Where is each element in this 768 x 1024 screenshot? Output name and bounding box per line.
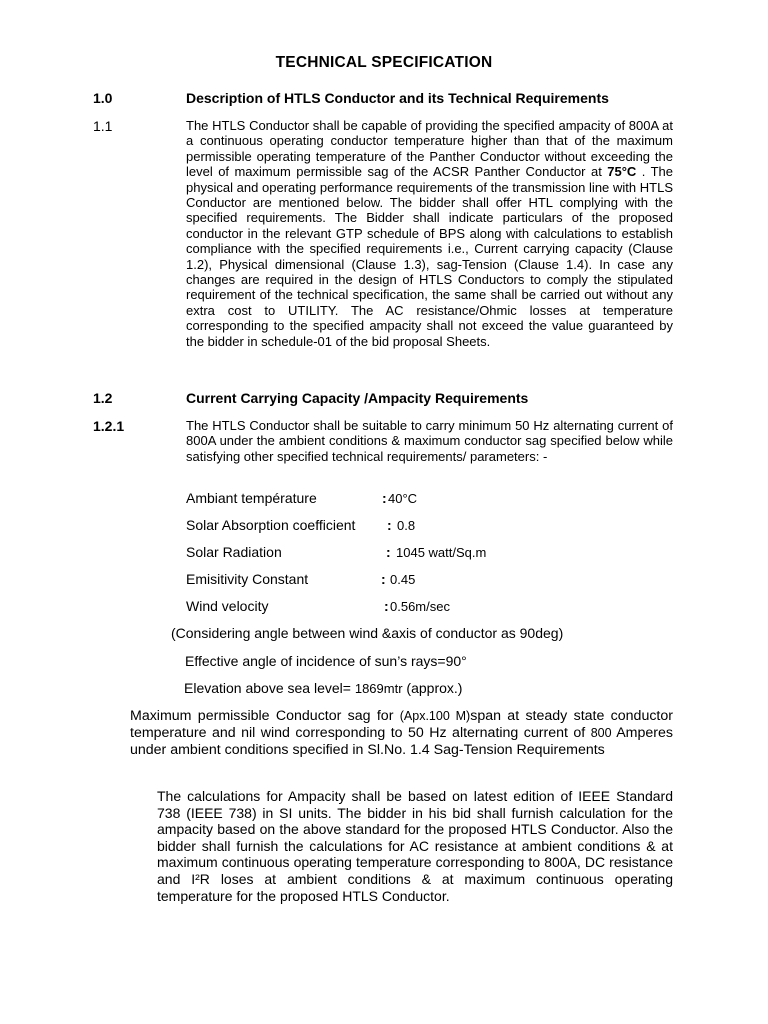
- sag-text-part: Amperes under ambient conditions specified in Sl.No. 1.4 Sag-Tension Requirements: [130, 725, 673, 758]
- elevation-label: Elevation above sea level=: [184, 680, 355, 696]
- calculation-paragraph: The calculations for Ampacity shall be based on latest edition of IEEE Standard 738 (IEEE 738) in SI units. The bidder in his bid shall furnish calculation for the ampacity based on the above standard for the proposed HTLS Conductor. Also the bidder shall furnish the calculations for AC resistance at ambient conditions & at maximum continuous operating temperature corresponding to 800A, DC resistance and I²R loses at ambient conditions & at maximum continuous operating temperature for the proposed HTLS Conductor.: [157, 788, 673, 904]
- parameter-value: 1045 watt/Sq.m: [396, 545, 487, 560]
- parameter-value: 0.56m/sec: [390, 599, 450, 614]
- parameter-label: Solar Absorption coefficient: [186, 517, 356, 533]
- section-paragraph-1-1: [186, 118, 673, 349]
- parameter-label: Wind velocity: [186, 598, 269, 614]
- parameter-value: 0.45: [390, 572, 416, 587]
- parameter-row: [186, 544, 506, 564]
- section-number-1-2: 1.2: [93, 390, 113, 406]
- section-paragraph-1-2-1: The HTLS Conductor shall be suitable to carry minimum 50 Hz alternating current of 800A under the ambient conditions & maximum conductor sag specified below while satisfying other specified technical requirements/ parameters: -: [186, 418, 673, 464]
- parameter-value: 40°C: [388, 491, 418, 506]
- parameter-row: [186, 490, 486, 510]
- parameter-separator: :: [386, 544, 391, 560]
- parameter-label: Ambiant température: [186, 490, 317, 506]
- parameter-label: Emisitivity Constant: [186, 571, 309, 587]
- temperature-bold: 75°C: [607, 164, 637, 180]
- sag-current-value: 800: [590, 726, 612, 740]
- section-number-1-1: 1.1: [93, 118, 113, 134]
- sag-text-part: Maximum permissible Conductor sag for: [130, 708, 400, 724]
- section-number-1-0: 1.0: [93, 90, 113, 106]
- parameter-value: 0.8: [397, 518, 416, 533]
- document-title: TECHNICAL SPECIFICATION: [275, 54, 493, 71]
- section-number-1-2-1: 1.2.1: [93, 418, 125, 434]
- wind-angle-note: (Considering angle between wind &axis of conductor as 90deg): [171, 625, 564, 641]
- parameter-label: Solar Radiation: [186, 544, 282, 560]
- parameter-separator: :: [387, 517, 392, 533]
- sag-span-length: (Apx.100 M): [399, 709, 471, 723]
- paragraph-text-part: The HTLS Conductor shall be capable of providing the specified ampacity of 800A at a continuous operating conductor temperature higher than that of the maximum permissible operating temperature of the Panther Conductor without exceeding the level of maximum permissible sag of the ACSR Panther Conductor at: [186, 118, 673, 180]
- sag-paragraph: [130, 708, 673, 759]
- paragraph-text-part: . The physical and operating performance requirements of the transmission line with HTLS Conductor are mentioned below. The bidder shall offer HTL complying with the specified requirements. The Bidder shall indicate particulars of the proposed conductor in the relevant GTP schedule of BPS along with calculations to establish compliance with the specified requirements i.e., Current carrying capacity (Clause 1.2), Physical dimensional (Clause 1.3), sag-Tension (Clause 1.4). In case any changes are required in the design of HTLS Conductors to comply the stipulated requirement of the technical specification, the same shall be carried out without any extra cost to UTILITY. The AC resistance/Ohmic losses at temperature corresponding to the specified ampacity shall not exceed the value guaranteed by the bidder in schedule-01 of the bid proposal Sheets.: [186, 164, 673, 349]
- sag-text-part: span at steady state conductor temperature and nil wind corresponding to 50 Hz alternating current of: [130, 708, 673, 741]
- parameter-separator: :: [381, 571, 386, 587]
- parameter-row: [186, 571, 486, 591]
- section-heading-1-0: Description of HTLS Conductor and its Technical Requirements: [186, 90, 609, 106]
- parameter-row: [186, 517, 486, 537]
- parameter-row: [186, 598, 486, 618]
- sun-angle-note: Effective angle of incidence of sun’s rays=90°: [185, 653, 467, 669]
- parameter-separator: :: [384, 598, 389, 614]
- section-heading-1-2: Current Carrying Capacity /Ampacity Requirements: [186, 390, 529, 406]
- elevation-value: 1869mtr: [354, 681, 403, 696]
- elevation-suffix: (approx.): [402, 680, 463, 696]
- parameter-separator: :: [382, 490, 387, 506]
- elevation-note: [184, 680, 462, 696]
